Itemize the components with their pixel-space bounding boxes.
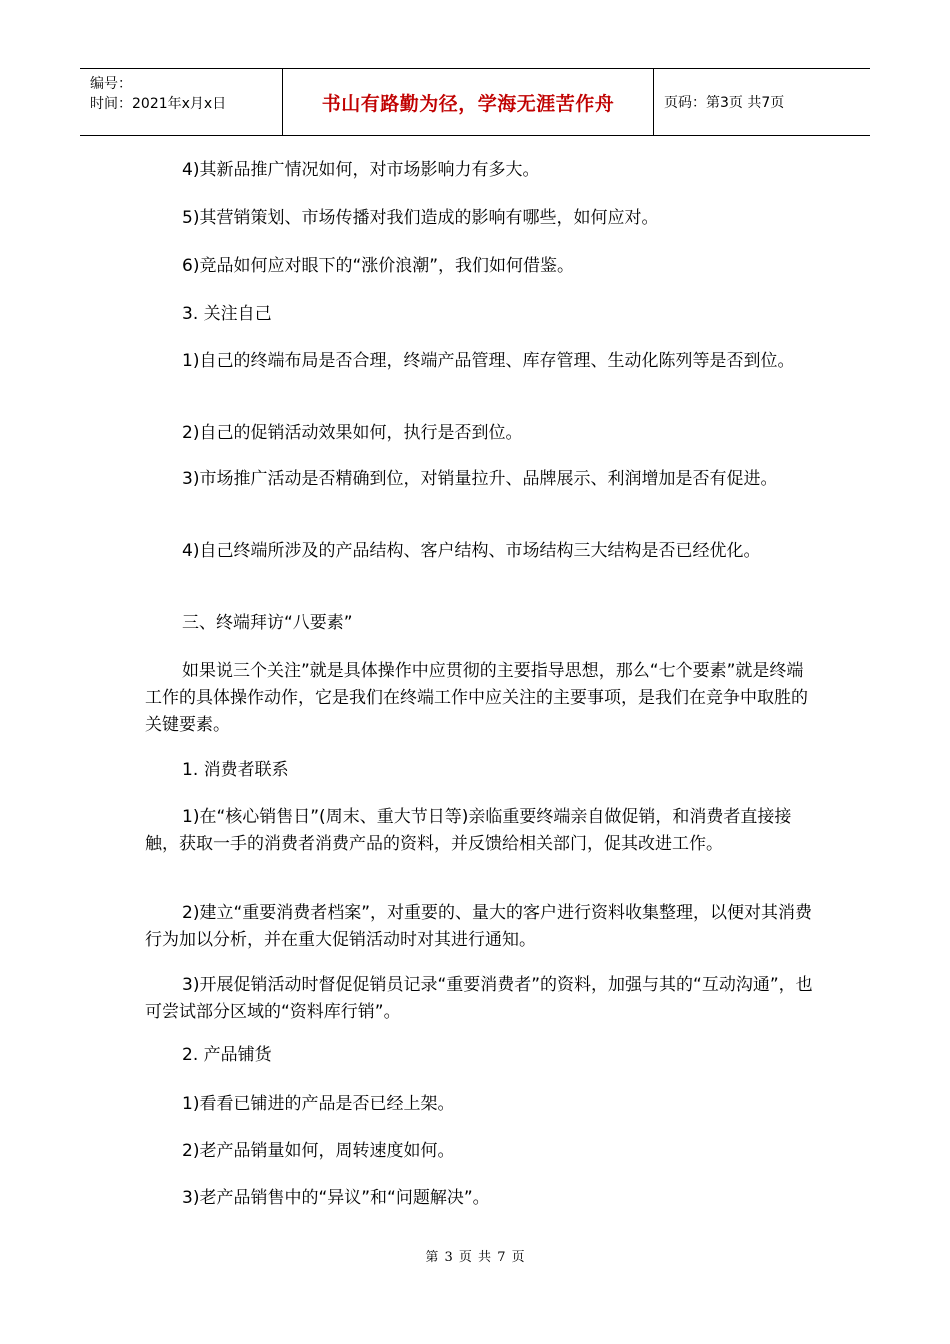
section-heading: 1. 消费者联系 [182, 760, 289, 780]
paragraph: 2)自己的促销活动效果如何，执行是否到位。 [182, 423, 523, 443]
paragraph: 如果说三个关注”就是具体操作中应贯彻的主要指导思想，那么“七个要素”就是终端工作的具体操作动作，它是我们在终端工作中应关注的主要事项，是我们在竞争中取胜的关键要素。 [145, 661, 808, 735]
number-label: 编号： [90, 76, 132, 92]
section-heading: 三、终端拜访“八要素” [182, 613, 353, 633]
header-motto: 书山有路勤为径，学海无涯苦作舟 [282, 69, 654, 135]
section-heading: 3. 关注自己 [182, 304, 272, 324]
time-label: 时间：2021年x月x日 [90, 96, 227, 112]
header-page-info: 页码：第3页 共7页 [664, 95, 785, 111]
section-heading: 2. 产品铺货 [182, 1045, 272, 1065]
page-header [80, 68, 870, 136]
paragraph: 6)竞品如何应对眼下的“涨价浪潮”，我们如何借鉴。 [182, 256, 575, 276]
paragraph: 3)市场推广活动是否精确到位，对销量拉升、品牌展示、利润增加是否有促进。 [182, 469, 778, 489]
paragraph: 3)开展促销活动时督促促销员记录“重要消费者”的资料，加强与其的“互动沟通”，也可尝试部分区域的“资料库行销”。 [145, 975, 813, 1022]
paragraph: 1)在“核心销售日”(周末、重大节日等)亲临重要终端亲自做促销，和消费者直接接触，获取一手的消费者消费产品的资料，并反馈给相关部门，促其改进工作。 [145, 807, 792, 854]
paragraph: 1)看看已铺进的产品是否已经上架。 [182, 1094, 455, 1114]
paragraph: 2)老产品销量如何，周转速度如何。 [182, 1141, 455, 1161]
paragraph: 4)其新品推广情况如何，对市场影响力有多大。 [182, 160, 540, 180]
page-footer: 第 3 页 共 7 页 [425, 1250, 525, 1265]
paragraph: 4)自己终端所涉及的产品结构、客户结构、市场结构三大结构是否已经优化。 [182, 541, 761, 561]
paragraph: 3)老产品销售中的“异议”和“问题解决”。 [182, 1188, 490, 1208]
paragraph: 5)其营销策划、市场传播对我们造成的影响有哪些，如何应对。 [182, 208, 659, 228]
header-left [80, 69, 282, 135]
paragraph: 2)建立“重要消费者档案”，对重要的、量大的客户进行资料收集整理，以便对其消费行为加以分析，并在重大促销活动时对其进行通知。 [145, 903, 813, 950]
paragraph: 1)自己的终端布局是否合理，终端产品管理、库存管理、生动化陈列等是否到位。 [182, 351, 795, 371]
